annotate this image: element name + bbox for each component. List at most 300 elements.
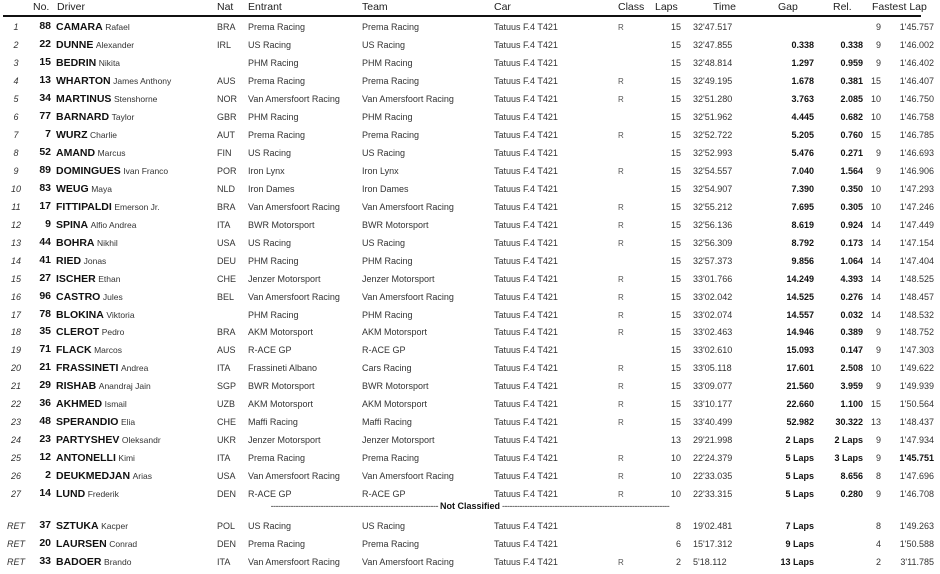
fastest-lap-number: 9 <box>875 22 881 32</box>
fastest-lap-time: 1'46.758 <box>899 112 934 122</box>
relative-gap: 0.305 <box>840 202 863 212</box>
gap: 13 Laps <box>780 557 814 567</box>
nationality: BRA <box>217 22 236 32</box>
nationality: BRA <box>217 327 236 337</box>
driver-last-name: WURZ <box>56 129 88 141</box>
race-time: 29'21.998 <box>693 435 733 445</box>
team: Prema Racing <box>362 539 420 549</box>
header-no: No. <box>33 1 50 13</box>
nationality: FIN <box>217 148 232 158</box>
result-row <box>0 323 940 341</box>
team: PHM Racing <box>362 112 413 122</box>
class: R <box>618 454 624 463</box>
laps: 15 <box>670 220 681 230</box>
car-number: 78 <box>39 308 51 320</box>
driver-name <box>56 434 214 446</box>
car: Tatuus F.4 T421 <box>494 539 558 549</box>
result-row <box>0 270 940 288</box>
driver-last-name: BADOER <box>56 556 102 568</box>
team: Iron Dames <box>362 184 409 194</box>
fastest-lap-number: 14 <box>870 274 881 284</box>
class: R <box>618 167 624 176</box>
position: RET <box>7 557 25 567</box>
nationality: AUS <box>217 345 236 355</box>
driver-last-name: BEDRIN <box>56 57 97 69</box>
car-number: 27 <box>39 272 51 284</box>
gap: 7.040 <box>791 166 814 176</box>
car: Tatuus F.4 T421 <box>494 521 558 531</box>
result-row <box>0 234 940 252</box>
driver-first-name: Kimi <box>118 453 135 463</box>
relative-gap: 0.032 <box>840 310 863 320</box>
gap: 5 Laps <box>785 471 814 481</box>
position: 16 <box>10 292 21 302</box>
header-laps: Laps <box>655 1 678 13</box>
position: 27 <box>10 489 21 499</box>
car-number: 41 <box>39 254 51 266</box>
relative-gap: 30.322 <box>835 417 863 427</box>
fastest-lap-number: 10 <box>870 202 881 212</box>
position: 8 <box>13 148 19 158</box>
class: R <box>618 558 624 567</box>
entrant: Prema Racing <box>248 539 306 549</box>
class: R <box>618 131 624 140</box>
entrant: PHM Racing <box>248 112 299 122</box>
driver-last-name: AKHMED <box>56 398 103 410</box>
gap: 5.476 <box>791 148 814 158</box>
nationality: DEU <box>217 256 237 266</box>
laps: 15 <box>670 22 681 32</box>
team: PHM Racing <box>362 310 413 320</box>
relative-gap: 1.064 <box>840 256 863 266</box>
driver-first-name: Stenshorne <box>113 94 158 104</box>
driver-last-name: CAMARA <box>56 21 103 33</box>
team: R-ACE GP <box>362 345 406 355</box>
fastest-lap-time: 1'49.939 <box>899 381 934 391</box>
driver-last-name: LUND <box>56 488 86 500</box>
driver-name <box>56 93 214 105</box>
team: PHM Racing <box>362 58 413 68</box>
car: Tatuus F.4 T421 <box>494 94 558 104</box>
team: Van Amersfoort Racing <box>362 471 454 481</box>
nationality: ITA <box>217 220 231 230</box>
car-number: 2 <box>45 469 51 481</box>
fastest-lap-number: 15 <box>870 76 881 86</box>
header-car: Car <box>494 1 511 13</box>
fastest-lap-time: 1'46.785 <box>899 130 934 140</box>
driver-first-name: Jules <box>102 292 123 302</box>
driver-name <box>56 273 214 285</box>
relative-gap: 4.393 <box>840 274 863 284</box>
relative-gap: 0.350 <box>840 184 863 194</box>
race-time: 33'09.077 <box>693 381 733 391</box>
nationality: CHE <box>217 274 237 284</box>
position: 3 <box>13 58 19 68</box>
car: Tatuus F.4 T421 <box>494 310 558 320</box>
result-row <box>0 252 940 270</box>
driver-last-name: SPINA <box>56 219 89 231</box>
driver-first-name: Pedro <box>101 327 125 337</box>
class: R <box>618 490 624 499</box>
car: Tatuus F.4 T421 <box>494 184 558 194</box>
result-row <box>0 108 940 126</box>
header-team: Team <box>362 1 388 13</box>
result-row <box>0 216 940 234</box>
car: Tatuus F.4 T421 <box>494 112 558 122</box>
entrant: US Racing <box>248 148 292 158</box>
car-number: 35 <box>39 325 51 337</box>
fastest-lap-number: 14 <box>870 238 881 248</box>
position: 2 <box>13 40 19 50</box>
fastest-lap-time: 1'46.750 <box>899 94 934 104</box>
fastest-lap-time: 1'48.457 <box>899 292 934 302</box>
driver-first-name: Taylor <box>111 112 135 122</box>
position: 5 <box>13 94 19 104</box>
relative-gap: 1.100 <box>840 399 863 409</box>
class: R <box>618 400 624 409</box>
fastest-lap-time: 1'46.906 <box>899 166 934 176</box>
fastest-lap-time: 1'48.525 <box>899 274 934 284</box>
nationality: POL <box>217 521 236 531</box>
fastest-lap-number: 9 <box>875 435 881 445</box>
laps: 15 <box>670 256 681 266</box>
driver-first-name: Marcos <box>94 345 122 355</box>
class: R <box>618 364 624 373</box>
entrant: US Racing <box>248 40 292 50</box>
gap: 5.205 <box>791 130 814 140</box>
fastest-lap-number: 9 <box>875 453 881 463</box>
fastest-lap-time: 1'45.757 <box>899 22 934 32</box>
team: R-ACE GP <box>362 489 406 499</box>
driver-name <box>56 380 214 392</box>
class: R <box>618 293 624 302</box>
race-time: 33'01.766 <box>693 274 733 284</box>
team: Jenzer Motorsport <box>362 435 435 445</box>
team: Van Amersfoort Racing <box>362 557 454 567</box>
result-row <box>0 126 940 144</box>
car: Tatuus F.4 T421 <box>494 148 558 158</box>
result-row <box>0 395 940 413</box>
driver-first-name: Ismail <box>104 399 127 409</box>
class: R <box>618 328 624 337</box>
relative-gap: 2 Laps <box>834 435 863 445</box>
laps: 15 <box>670 166 681 176</box>
fastest-lap-number: 9 <box>875 327 881 337</box>
race-time: 33'02.610 <box>693 345 733 355</box>
race-time: 32'52.722 <box>693 130 733 140</box>
fastest-lap-number: 9 <box>875 166 881 176</box>
entrant: PHM Racing <box>248 310 299 320</box>
divider-dashes-left: ------------------------------------------------------------------- <box>270 501 440 511</box>
position: 12 <box>10 220 21 230</box>
fastest-lap-time: 1'50.588 <box>899 539 934 549</box>
car-number: 48 <box>39 415 51 427</box>
driver-last-name: LAURSEN <box>56 538 107 550</box>
gap: 7.390 <box>791 184 814 194</box>
relative-gap: 0.280 <box>840 489 863 499</box>
nationality: POR <box>217 166 237 176</box>
fastest-lap-time: 1'47.934 <box>899 435 934 445</box>
car: Tatuus F.4 T421 <box>494 453 558 463</box>
fastest-lap-number: 2 <box>875 557 881 567</box>
car-number: 29 <box>39 379 51 391</box>
driver-name <box>56 75 214 87</box>
race-time: 32'47.517 <box>693 22 733 32</box>
entrant: Maffi Racing <box>248 417 298 427</box>
not-classified-row <box>0 553 940 571</box>
entrant: Jenzer Motorsport <box>248 435 321 445</box>
laps: 15 <box>670 202 681 212</box>
driver-name <box>56 520 214 532</box>
race-time: 32'47.855 <box>693 40 733 50</box>
not-classified-row <box>0 517 940 535</box>
car-number: 12 <box>39 451 51 463</box>
driver-first-name: Nikhil <box>97 238 118 248</box>
position: 6 <box>13 112 19 122</box>
car: Tatuus F.4 T421 <box>494 76 558 86</box>
driver-name <box>56 470 214 482</box>
fastest-lap-number: 15 <box>870 399 881 409</box>
fastest-lap-number: 14 <box>870 220 881 230</box>
fastest-lap-time: 1'49.263 <box>899 521 934 531</box>
race-time: 32'54.557 <box>693 166 733 176</box>
fastest-lap-time: 3'11.785 <box>900 557 934 567</box>
nationality: AUT <box>217 130 235 140</box>
driver-first-name: Maya <box>91 184 112 194</box>
team: US Racing <box>362 521 406 531</box>
laps: 15 <box>670 345 681 355</box>
laps: 10 <box>670 471 681 481</box>
laps: 15 <box>670 148 681 158</box>
entrant: BWR Motorsport <box>248 381 315 391</box>
nationality: CHE <box>217 417 237 427</box>
driver-first-name: Charlie <box>90 130 117 140</box>
driver-first-name: Ethan <box>98 274 121 284</box>
nationality: ITA <box>217 453 231 463</box>
laps: 15 <box>670 58 681 68</box>
gap: 5 Laps <box>785 489 814 499</box>
position: 11 <box>11 202 21 212</box>
driver-first-name: Andrea <box>120 363 149 373</box>
position: 19 <box>10 345 21 355</box>
result-row <box>0 144 940 162</box>
header-entrant: Entrant <box>248 1 282 13</box>
laps: 15 <box>670 310 681 320</box>
laps: 15 <box>670 238 681 248</box>
driver-name <box>56 183 214 195</box>
driver-last-name: FLACK <box>56 344 92 356</box>
car-number: 23 <box>39 433 51 445</box>
car-number: 7 <box>45 128 51 140</box>
gap: 3.763 <box>791 94 814 104</box>
fastest-lap-time: 1'46.693 <box>899 148 934 158</box>
fastest-lap-number: 10 <box>870 94 881 104</box>
result-row <box>0 90 940 108</box>
entrant: Frassineti Albano <box>248 363 318 373</box>
gap: 1.297 <box>791 58 814 68</box>
driver-first-name: Arias <box>132 471 152 481</box>
position: 14 <box>10 256 21 266</box>
driver-first-name: Alexander <box>95 40 135 50</box>
fastest-lap-time: 1'47.154 <box>899 238 934 248</box>
entrant: R-ACE GP <box>248 345 292 355</box>
entrant: AKM Motorsport <box>248 327 314 337</box>
team: BWR Motorsport <box>362 220 429 230</box>
driver-first-name: Emerson Jr. <box>114 202 160 212</box>
fastest-lap-number: 9 <box>875 40 881 50</box>
race-time: 32'52.993 <box>693 148 733 158</box>
driver-last-name: AMAND <box>56 147 96 159</box>
driver-last-name: DEUKMEDJAN <box>56 470 131 482</box>
race-time: 32'51.280 <box>693 94 733 104</box>
car-number: 96 <box>39 290 51 302</box>
driver-last-name: SPERANDIO <box>56 416 119 428</box>
entrant: Van Amersfoort Racing <box>248 557 340 567</box>
result-row <box>0 341 940 359</box>
fastest-lap-number: 9 <box>875 58 881 68</box>
team: Jenzer Motorsport <box>362 274 435 284</box>
entrant: Van Amersfoort Racing <box>248 202 340 212</box>
entrant: PHM Racing <box>248 58 299 68</box>
header-nat: Nat <box>217 1 234 13</box>
driver-first-name: Conrad <box>109 539 138 549</box>
car: Tatuus F.4 T421 <box>494 238 558 248</box>
car: Tatuus F.4 T421 <box>494 58 558 68</box>
car-number: 9 <box>45 218 51 230</box>
driver-first-name: Oleksandr <box>121 435 161 445</box>
driver-name <box>56 291 214 303</box>
race-time: 32'57.373 <box>693 256 733 266</box>
nationality: SGP <box>217 381 237 391</box>
entrant: Iron Lynx <box>248 166 285 176</box>
laps: 15 <box>670 417 681 427</box>
relative-gap: 0.276 <box>840 292 863 302</box>
car: Tatuus F.4 T421 <box>494 40 558 50</box>
driver-first-name: James Anthony <box>113 76 172 86</box>
position: 9 <box>13 166 19 176</box>
driver-name <box>56 556 214 568</box>
fastest-lap-time: 1'47.449 <box>899 220 934 230</box>
team: Iron Lynx <box>362 166 399 176</box>
gap: 14.946 <box>786 327 814 337</box>
header-gap: Gap <box>778 1 798 13</box>
driver-first-name: Kacper <box>101 521 129 531</box>
car-number: 33 <box>39 555 51 567</box>
class: R <box>618 239 624 248</box>
result-row <box>0 377 940 395</box>
car: Tatuus F.4 T421 <box>494 292 558 302</box>
class: R <box>618 311 624 320</box>
entrant: Prema Racing <box>248 453 306 463</box>
driver-name <box>56 57 214 69</box>
relative-gap: 8.656 <box>840 471 863 481</box>
gap: 8.619 <box>791 220 814 230</box>
nationality: BEL <box>217 292 235 302</box>
fastest-lap-time: 1'48.752 <box>899 327 934 337</box>
driver-name <box>56 452 214 464</box>
driver-name <box>56 309 214 321</box>
result-row <box>0 36 940 54</box>
nationality: NOR <box>217 94 237 104</box>
car: Tatuus F.4 T421 <box>494 202 558 212</box>
position: 7 <box>13 130 19 140</box>
position: 17 <box>10 310 21 320</box>
class: R <box>618 418 624 427</box>
gap: 7 Laps <box>785 521 814 531</box>
team: Cars Racing <box>362 363 412 373</box>
car: Tatuus F.4 T421 <box>494 471 558 481</box>
car-number: 34 <box>39 92 51 104</box>
driver-first-name: Elia <box>120 417 136 427</box>
driver-last-name: ANTONELLI <box>56 452 116 464</box>
fastest-lap-number: 9 <box>875 148 881 158</box>
car: Tatuus F.4 T421 <box>494 557 558 567</box>
car: Tatuus F.4 T421 <box>494 399 558 409</box>
fastest-lap-number: 13 <box>870 417 881 427</box>
result-row <box>0 18 940 36</box>
driver-name <box>56 129 214 141</box>
position: 21 <box>10 381 21 391</box>
position: 22 <box>10 399 21 409</box>
relative-gap: 0.760 <box>840 130 863 140</box>
driver-last-name: ISCHER <box>56 273 96 285</box>
relative-gap: 3 Laps <box>834 453 863 463</box>
laps: 13 <box>670 435 681 445</box>
gap: 4.445 <box>791 112 814 122</box>
car-number: 77 <box>39 110 51 122</box>
relative-gap: 0.924 <box>840 220 863 230</box>
driver-last-name: DOMINGUES <box>56 165 121 177</box>
car: Tatuus F.4 T421 <box>494 345 558 355</box>
race-time: 32'56.136 <box>693 220 733 230</box>
gap: 52.982 <box>786 417 814 427</box>
race-time: 19'02.481 <box>693 521 733 531</box>
laps: 15 <box>670 76 681 86</box>
gap: 5 Laps <box>785 453 814 463</box>
gap: 22.660 <box>786 399 814 409</box>
relative-gap: 0.271 <box>840 148 863 158</box>
team: Van Amersfoort Racing <box>362 202 454 212</box>
nationality: NLD <box>217 184 236 194</box>
entrant: Van Amersfoort Racing <box>248 94 340 104</box>
entrant: Iron Dames <box>248 184 295 194</box>
laps: 15 <box>670 40 681 50</box>
result-row <box>0 359 940 377</box>
driver-last-name: CASTRO <box>56 291 101 303</box>
car: Tatuus F.4 T421 <box>494 435 558 445</box>
driver-name <box>56 488 214 500</box>
team: Prema Racing <box>362 76 420 86</box>
entrant: PHM Racing <box>248 256 299 266</box>
relative-gap: 2.085 <box>840 94 863 104</box>
race-time: 15'17.312 <box>693 539 733 549</box>
driver-first-name: Frederik <box>87 489 119 499</box>
driver-name <box>56 538 214 550</box>
race-time: 33'40.499 <box>693 417 733 427</box>
relative-gap: 0.959 <box>840 58 863 68</box>
team: US Racing <box>362 148 406 158</box>
laps: 15 <box>670 381 681 391</box>
position: 15 <box>10 274 21 284</box>
gap: 8.792 <box>791 238 814 248</box>
nationality: IRL <box>217 40 232 50</box>
fastest-lap-number: 15 <box>870 130 881 140</box>
car: Tatuus F.4 T421 <box>494 489 558 499</box>
position: 18 <box>10 327 21 337</box>
result-row <box>0 413 940 431</box>
fastest-lap-number: 10 <box>870 363 881 373</box>
race-time: 33'02.042 <box>693 292 733 302</box>
